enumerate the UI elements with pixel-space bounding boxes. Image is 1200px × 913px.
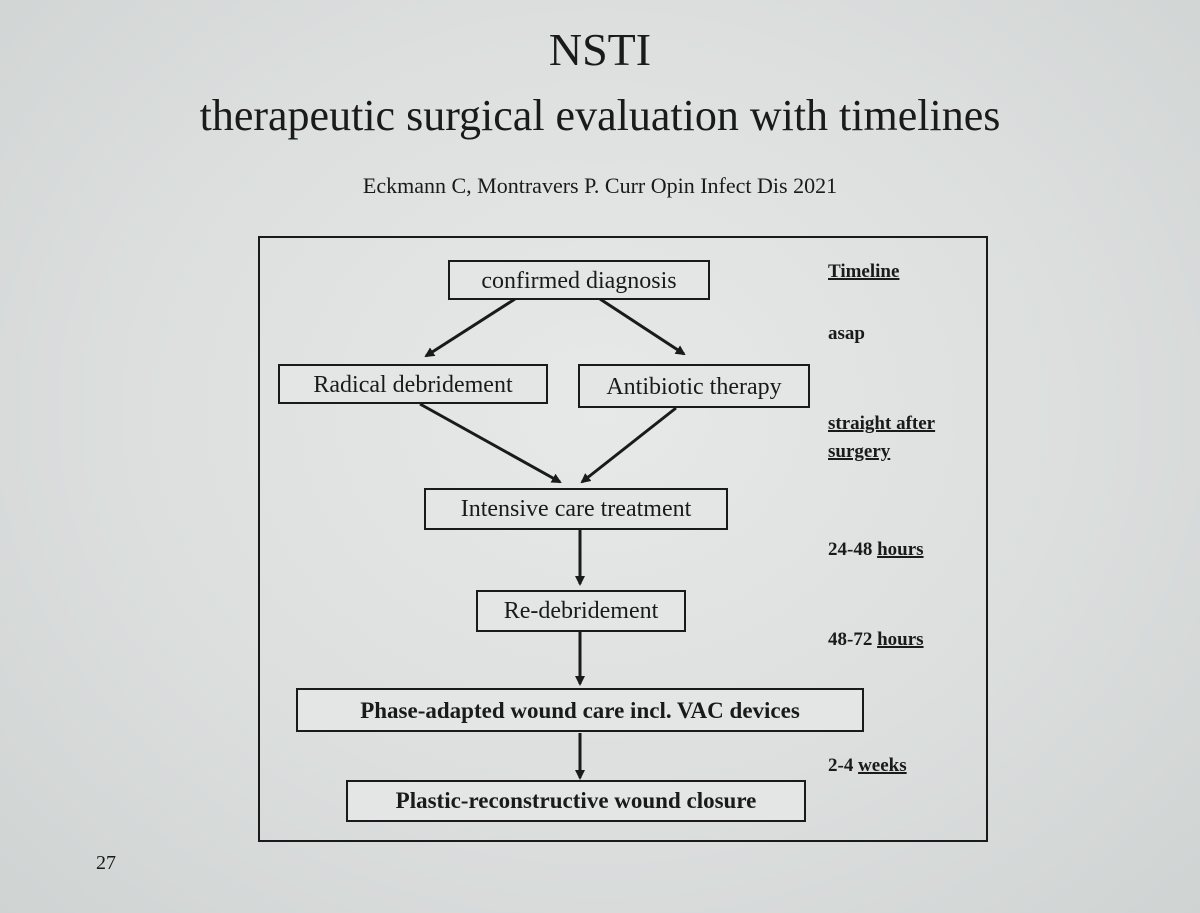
arrow-diagnosis-to-antibiotic xyxy=(600,299,684,354)
timeline-2-4-unit: weeks xyxy=(858,755,907,776)
page-number: 27 xyxy=(96,852,116,874)
timeline-48-72-unit: hours xyxy=(877,629,924,650)
box-wound-care: Phase-adapted wound care incl. VAC devices xyxy=(296,688,864,732)
timeline-2-4-weeks xyxy=(828,754,907,778)
citation: Eckmann C, Montravers P. Curr Opin Infect Dis 2021 xyxy=(362,173,838,198)
box-confirmed-diagnosis: confirmed diagnosis xyxy=(448,260,710,300)
box-wound-closure: Plastic-reconstructive wound closure xyxy=(346,780,806,822)
timeline-24-48-unit: hours xyxy=(877,539,924,560)
timeline-asap: asap xyxy=(828,323,865,344)
slide-subtitle: therapeutic surgical evaluation with timelines xyxy=(199,91,1001,140)
slide-title: NSTI xyxy=(548,24,652,75)
arrow-antibiotic-to-icu xyxy=(582,408,676,482)
timeline-straight-after-line2: surgery xyxy=(828,441,891,462)
timeline-2-4-number: 2-4 xyxy=(828,755,854,776)
timeline-24-48-hours xyxy=(828,538,924,562)
timeline-48-72-number: 48-72 xyxy=(828,629,873,650)
timeline-48-72-hours xyxy=(828,628,924,652)
box-antibiotic-therapy: Antibiotic therapy xyxy=(578,364,810,408)
box-re-debridement: Re-debridement xyxy=(476,590,686,632)
timeline-straight-after-line1: straight after xyxy=(828,413,936,434)
box-radical-debridement: Radical debridement xyxy=(278,364,548,404)
arrow-debridement-to-icu xyxy=(420,404,560,482)
arrow-diagnosis-to-debridement xyxy=(426,299,515,356)
timeline-heading: Timeline xyxy=(828,261,900,282)
box-intensive-care: Intensive care treatment xyxy=(424,488,728,530)
timeline-24-48-number: 24-48 xyxy=(828,539,873,560)
